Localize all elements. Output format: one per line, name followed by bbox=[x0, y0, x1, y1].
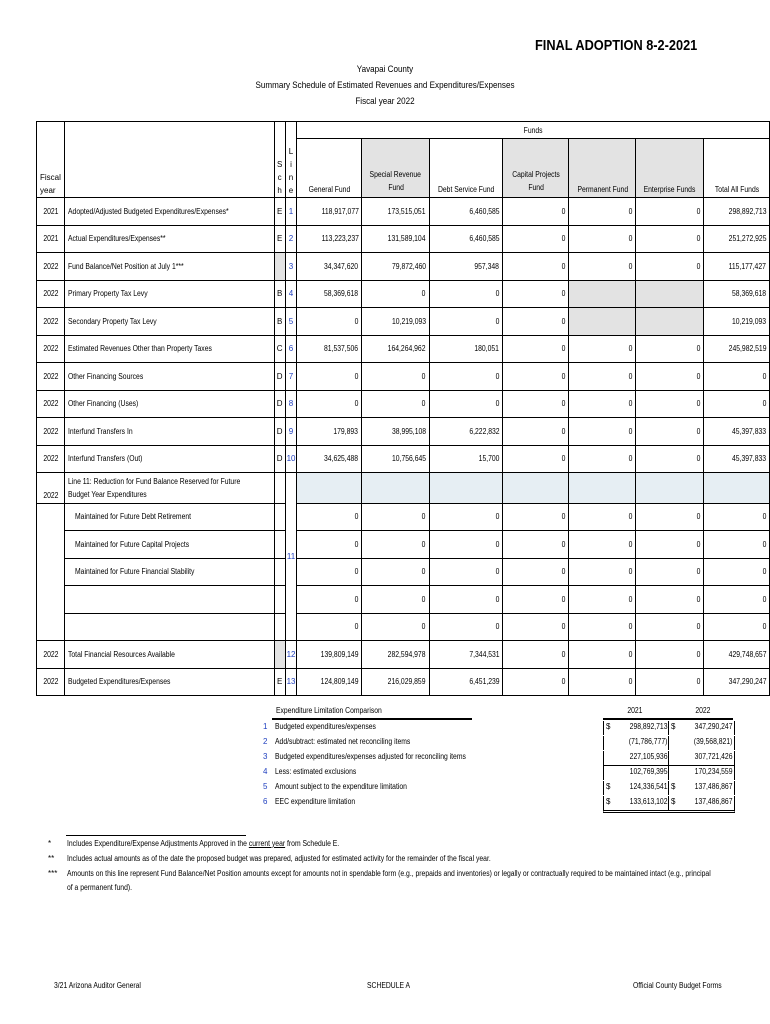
cell-total: 245,982,519 bbox=[704, 335, 770, 363]
eec-title: Expenditure Limitation Comparison bbox=[276, 706, 382, 715]
cell-permanent: 0 bbox=[569, 363, 636, 391]
row-line-number: 1 bbox=[285, 198, 297, 226]
cell-debt: 6,222,832 bbox=[429, 418, 502, 446]
cell-debt: 0 bbox=[429, 390, 502, 418]
row-line-number: 5 bbox=[285, 308, 297, 336]
row-description: Maintained for Future Financial Stability bbox=[64, 558, 274, 586]
row-year: 2022 bbox=[37, 445, 65, 473]
eec-amount-2022: 307,721,426 bbox=[694, 752, 732, 761]
row-description: Estimated Revenues Other than Property Taxes bbox=[64, 335, 274, 363]
cell-enterprise: 0 bbox=[636, 225, 704, 253]
footnote-mark: * bbox=[48, 839, 52, 848]
description-header bbox=[64, 122, 274, 198]
cell-permanent: 0 bbox=[569, 668, 636, 696]
eec-line-number: 5 bbox=[263, 782, 268, 791]
cell-general: 118,917,077 bbox=[297, 198, 362, 226]
cell-total: 0 bbox=[704, 503, 770, 531]
eec-row bbox=[258, 721, 738, 736]
cell-general: 0 bbox=[297, 503, 362, 531]
cell-total: 45,397,833 bbox=[704, 445, 770, 473]
row-year: 2021 bbox=[37, 225, 65, 253]
cell-enterprise bbox=[636, 280, 704, 308]
cell-enterprise: 0 bbox=[636, 363, 704, 391]
eec-dollar-2022: $ bbox=[671, 722, 676, 731]
eec-line-number: 1 bbox=[263, 722, 268, 731]
eec-amount-2021: 298,892,713 bbox=[629, 722, 667, 731]
cell-special: 79,872,460 bbox=[362, 253, 429, 281]
row-line-number: 7 bbox=[285, 363, 297, 391]
cell-debt: 6,460,585 bbox=[429, 225, 502, 253]
row-schedule: D bbox=[274, 390, 285, 418]
row-description: Adopted/Adjusted Budgeted Expenditures/Expenses* bbox=[64, 198, 274, 226]
row-schedule bbox=[274, 253, 285, 281]
eec-row bbox=[258, 751, 738, 766]
cell-permanent: 0 bbox=[569, 586, 636, 614]
row-description: Other Financing Sources bbox=[64, 363, 274, 391]
cell-general: 0 bbox=[297, 613, 362, 641]
eec-line-label: Budgeted expenditures/expenses bbox=[275, 722, 376, 731]
cell-debt: 0 bbox=[429, 503, 502, 531]
cell-total: 429,748,657 bbox=[704, 641, 770, 669]
cell-capital: 0 bbox=[503, 390, 569, 418]
eec-line-label: Budgeted expenditures/expenses adjusted for reconciling items bbox=[275, 752, 466, 761]
row-line-number: 8 bbox=[285, 390, 297, 418]
cell-permanent: 0 bbox=[569, 445, 636, 473]
eec-line-number: 6 bbox=[263, 797, 268, 806]
cell-enterprise: 0 bbox=[636, 531, 704, 559]
schedule-row-13 bbox=[37, 668, 770, 696]
schedule-row-5 bbox=[37, 308, 770, 336]
eec-divider bbox=[668, 721, 669, 735]
sch-header: S c h bbox=[274, 122, 285, 198]
line11-sub-row bbox=[37, 586, 770, 614]
cell-total: 251,272,925 bbox=[704, 225, 770, 253]
eec-amount-2022: 137,486,867 bbox=[694, 797, 732, 806]
row-schedule: E bbox=[274, 668, 285, 696]
cell-general: 179,893 bbox=[297, 418, 362, 446]
cell-special: 164,264,962 bbox=[362, 335, 429, 363]
cell-capital: 0 bbox=[503, 503, 569, 531]
schedule-row-8 bbox=[37, 390, 770, 418]
row-year: 2022 bbox=[37, 308, 65, 336]
row-schedule: B bbox=[274, 308, 285, 336]
cell-special: 10,219,093 bbox=[362, 308, 429, 336]
cell-enterprise: 0 bbox=[636, 198, 704, 226]
cell-total: 0 bbox=[704, 531, 770, 559]
eec-dollar-2021: $ bbox=[606, 797, 611, 806]
row-year bbox=[37, 558, 65, 586]
row-schedule bbox=[274, 503, 285, 531]
cell-capital: 0 bbox=[503, 558, 569, 586]
cell-general: 0 bbox=[297, 363, 362, 391]
cell-general: 0 bbox=[297, 390, 362, 418]
row-description: Budgeted Expenditures/Expenses bbox=[64, 668, 274, 696]
cell-permanent: 0 bbox=[569, 198, 636, 226]
cell-total: 347,290,247 bbox=[704, 668, 770, 696]
cell-enterprise bbox=[636, 308, 704, 336]
eec-row bbox=[258, 796, 738, 811]
row-description: Primary Property Tax Levy bbox=[64, 280, 274, 308]
cell-debt: 0 bbox=[429, 613, 502, 641]
cell-enterprise bbox=[636, 473, 704, 504]
cell-special: 0 bbox=[362, 363, 429, 391]
eec-row bbox=[258, 766, 738, 781]
eec-amount-2022: (39,568,821) bbox=[693, 737, 732, 746]
eec-line-label: EEC expenditure limitation bbox=[275, 797, 356, 806]
eec-line-number: 4 bbox=[263, 767, 268, 776]
row-schedule: D bbox=[274, 445, 285, 473]
row-description: Fund Balance/Net Position at July 1*** bbox=[64, 253, 274, 281]
eec-amount-2022: 170,234,559 bbox=[694, 767, 732, 776]
cell-special: 0 bbox=[362, 280, 429, 308]
cell-permanent bbox=[569, 280, 636, 308]
line11-sub-row bbox=[37, 503, 770, 531]
eec-divider bbox=[668, 751, 669, 765]
eec-line-label: Amount subject to the expenditure limitation bbox=[275, 782, 407, 791]
cell-capital: 0 bbox=[503, 531, 569, 559]
cell-general: 81,537,506 bbox=[297, 335, 362, 363]
fiscal-year-header: Fiscal year bbox=[37, 122, 65, 198]
row-schedule bbox=[274, 641, 285, 669]
cell-total: 58,369,618 bbox=[704, 280, 770, 308]
cell-general: 113,223,237 bbox=[297, 225, 362, 253]
cell-debt: 6,460,585 bbox=[429, 198, 502, 226]
row-year: 2022 bbox=[37, 473, 65, 504]
col-header-total: Total All Funds bbox=[704, 139, 770, 198]
cell-permanent: 0 bbox=[569, 641, 636, 669]
cell-enterprise: 0 bbox=[636, 641, 704, 669]
col-header-special: Special Revenue Fund bbox=[362, 139, 429, 198]
row-year: 2022 bbox=[37, 418, 65, 446]
cell-debt: 957,348 bbox=[429, 253, 502, 281]
row-description bbox=[64, 586, 274, 614]
cell-permanent: 0 bbox=[569, 225, 636, 253]
schedule-row-6 bbox=[37, 335, 770, 363]
cell-capital: 0 bbox=[503, 280, 569, 308]
row-schedule: D bbox=[274, 418, 285, 446]
row-line-number: 3 bbox=[285, 253, 297, 281]
cell-capital: 0 bbox=[503, 613, 569, 641]
eec-amount-2021: 124,336,541 bbox=[629, 782, 667, 791]
cell-capital: 0 bbox=[503, 253, 569, 281]
cell-capital: 0 bbox=[503, 586, 569, 614]
schedule-title: Summary Schedule of Estimated Revenues and Expenditures/Expenses bbox=[255, 80, 515, 91]
cell-special: 0 bbox=[362, 390, 429, 418]
cell-debt: 0 bbox=[429, 558, 502, 586]
cell-debt: 0 bbox=[429, 586, 502, 614]
row-description: Actual Expenditures/Expenses** bbox=[64, 225, 274, 253]
col-header-permanent: Permanent Fund bbox=[569, 139, 636, 198]
eec-year-2021: 2021 bbox=[627, 706, 643, 715]
row-description: Maintained for Future Capital Projects bbox=[64, 531, 274, 559]
cell-debt bbox=[429, 473, 502, 504]
row-schedule bbox=[274, 613, 285, 641]
schedule-row-2 bbox=[37, 225, 770, 253]
cell-capital bbox=[503, 473, 569, 504]
cell-general: 34,625,488 bbox=[297, 445, 362, 473]
eec-line-label: Add/subtract: estimated net reconciling items bbox=[275, 737, 411, 746]
cell-total: 0 bbox=[704, 613, 770, 641]
cell-special: 0 bbox=[362, 586, 429, 614]
cell-debt: 0 bbox=[429, 363, 502, 391]
row-year: 2021 bbox=[37, 198, 65, 226]
cell-capital: 0 bbox=[503, 668, 569, 696]
row-description: Total Financial Resources Available bbox=[64, 641, 274, 669]
row-schedule: B bbox=[274, 280, 285, 308]
cell-special: 173,515,051 bbox=[362, 198, 429, 226]
eec-amount-2022: 137,486,867 bbox=[694, 782, 732, 791]
eec-row bbox=[258, 736, 738, 751]
col-header-enterprise: Enterprise Funds bbox=[636, 139, 704, 198]
cell-special bbox=[362, 473, 429, 504]
cell-permanent bbox=[569, 308, 636, 336]
cell-debt: 7,344,531 bbox=[429, 641, 502, 669]
cell-special: 38,995,108 bbox=[362, 418, 429, 446]
eec-year-2022: 2022 bbox=[695, 706, 711, 715]
row-year: 2022 bbox=[37, 641, 65, 669]
cell-enterprise: 0 bbox=[636, 558, 704, 586]
row-description: Interfund Transfers (Out) bbox=[64, 445, 274, 473]
cell-special: 0 bbox=[362, 503, 429, 531]
funds-header: Funds bbox=[297, 122, 770, 139]
row-description: Other Financing (Uses) bbox=[64, 390, 274, 418]
cell-total: 298,892,713 bbox=[704, 198, 770, 226]
eec-amount-2021: 227,105,936 bbox=[629, 752, 667, 761]
row-year: 2022 bbox=[37, 280, 65, 308]
row-schedule bbox=[274, 531, 285, 559]
cell-special: 0 bbox=[362, 531, 429, 559]
cell-general: 0 bbox=[297, 558, 362, 586]
row-schedule: C bbox=[274, 335, 285, 363]
cell-enterprise: 0 bbox=[636, 503, 704, 531]
col-header-capital: Capital Projects Fund bbox=[503, 139, 569, 198]
eec-value-box bbox=[603, 751, 735, 766]
eec-line-label: Less: estimated exclusions bbox=[275, 767, 357, 776]
row-description: Line 11: Reduction for Fund Balance Reserved for Future Budget Year Expenditures bbox=[64, 473, 274, 504]
cell-special: 10,756,645 bbox=[362, 445, 429, 473]
footer-right: Official County Budget Forms bbox=[633, 981, 722, 990]
cell-capital: 0 bbox=[503, 225, 569, 253]
cell-total: 0 bbox=[704, 363, 770, 391]
eec-dollar-2021: $ bbox=[606, 722, 611, 731]
line11-sub-row bbox=[37, 558, 770, 586]
footnote-mark: ** bbox=[48, 854, 55, 863]
cell-special: 0 bbox=[362, 613, 429, 641]
cell-permanent: 0 bbox=[569, 418, 636, 446]
fiscal-year-title: Fiscal year 2022 bbox=[355, 96, 415, 107]
cell-permanent: 0 bbox=[569, 253, 636, 281]
cell-enterprise: 0 bbox=[636, 586, 704, 614]
cell-general: 34,347,620 bbox=[297, 253, 362, 281]
cell-general: 0 bbox=[297, 531, 362, 559]
cell-enterprise: 0 bbox=[636, 253, 704, 281]
row-year bbox=[37, 503, 65, 531]
schedule-row-10 bbox=[37, 445, 770, 473]
row-year: 2022 bbox=[37, 390, 65, 418]
cell-enterprise: 0 bbox=[636, 390, 704, 418]
schedule-row-12 bbox=[37, 641, 770, 669]
cell-special: 282,594,978 bbox=[362, 641, 429, 669]
row-description bbox=[64, 613, 274, 641]
eec-row bbox=[258, 781, 738, 796]
eec-value-box bbox=[603, 796, 735, 813]
row-schedule: E bbox=[274, 225, 285, 253]
cell-debt: 0 bbox=[429, 280, 502, 308]
cell-permanent bbox=[569, 473, 636, 504]
eec-title-rule bbox=[272, 718, 472, 720]
cell-permanent: 0 bbox=[569, 558, 636, 586]
county-name: Yavapai County bbox=[356, 64, 414, 75]
footnote-rule bbox=[66, 835, 246, 836]
cell-general: 139,809,149 bbox=[297, 641, 362, 669]
row-year bbox=[37, 613, 65, 641]
row-description: Maintained for Future Debt Retirement bbox=[64, 503, 274, 531]
footer-center: SCHEDULE A bbox=[367, 981, 411, 990]
cell-general: 0 bbox=[297, 586, 362, 614]
schedule-row-4 bbox=[37, 280, 770, 308]
cell-permanent: 0 bbox=[569, 503, 636, 531]
row-description: Interfund Transfers In bbox=[64, 418, 274, 446]
header-row-funds bbox=[37, 122, 770, 139]
cell-permanent: 0 bbox=[569, 531, 636, 559]
cell-capital: 0 bbox=[503, 308, 569, 336]
row-line-number: 6 bbox=[285, 335, 297, 363]
row-line-number: 2 bbox=[285, 225, 297, 253]
eec-dollar-2021: $ bbox=[606, 782, 611, 791]
eec-value-box bbox=[603, 721, 735, 735]
row-line-number: 13 bbox=[285, 668, 297, 696]
cell-special: 131,589,104 bbox=[362, 225, 429, 253]
row-year bbox=[37, 586, 65, 614]
eec-line-number: 2 bbox=[263, 737, 268, 746]
cell-special: 216,029,859 bbox=[362, 668, 429, 696]
row-year: 2022 bbox=[37, 668, 65, 696]
line11-sub-row bbox=[37, 531, 770, 559]
cell-capital: 0 bbox=[503, 418, 569, 446]
schedule-row-3 bbox=[37, 253, 770, 281]
eec-line-number: 3 bbox=[263, 752, 268, 761]
eec-value-box bbox=[603, 766, 735, 780]
row-year bbox=[37, 531, 65, 559]
cell-enterprise: 0 bbox=[636, 613, 704, 641]
row-year: 2022 bbox=[37, 253, 65, 281]
eec-dollar-2022: $ bbox=[671, 797, 676, 806]
footnote-text: Includes Expenditure/Expense Adjustments Approved in the current year from Schedule E. bbox=[67, 839, 340, 848]
summary-schedule-table bbox=[36, 121, 770, 696]
cell-total bbox=[704, 473, 770, 504]
eec-dollar-2022: $ bbox=[671, 782, 676, 791]
col-header-general: General Fund bbox=[297, 139, 362, 198]
cell-capital: 0 bbox=[503, 641, 569, 669]
cell-permanent: 0 bbox=[569, 390, 636, 418]
cell-total: 0 bbox=[704, 390, 770, 418]
row-line-number: 10 bbox=[285, 445, 297, 473]
cell-special: 0 bbox=[362, 558, 429, 586]
line-header: L i n e bbox=[285, 122, 297, 198]
cell-capital: 0 bbox=[503, 198, 569, 226]
row-line-number: 4 bbox=[285, 280, 297, 308]
eec-divider bbox=[668, 796, 669, 810]
footnote-text: Includes actual amounts as of the date the proposed budget was prepared, adjusted for estimated activity for the remainder of the fiscal year. bbox=[67, 854, 491, 863]
cell-enterprise: 0 bbox=[636, 668, 704, 696]
footnote-text-cont: of a permanent fund). bbox=[67, 883, 133, 892]
cell-permanent: 0 bbox=[569, 335, 636, 363]
cell-debt: 0 bbox=[429, 531, 502, 559]
eec-value-box bbox=[603, 781, 735, 795]
cell-general bbox=[297, 473, 362, 504]
schedule-row-9 bbox=[37, 418, 770, 446]
cell-debt: 15,700 bbox=[429, 445, 502, 473]
cell-total: 0 bbox=[704, 586, 770, 614]
eec-divider bbox=[668, 781, 669, 795]
eec-divider bbox=[668, 766, 669, 780]
footnote-mark: *** bbox=[48, 869, 58, 878]
cell-capital: 0 bbox=[503, 445, 569, 473]
schedule-row-7 bbox=[37, 363, 770, 391]
row-line-number: 12 bbox=[285, 641, 297, 669]
cell-general: 0 bbox=[297, 308, 362, 336]
row-schedule bbox=[274, 586, 285, 614]
row-year: 2022 bbox=[37, 335, 65, 363]
cell-general: 124,809,149 bbox=[297, 668, 362, 696]
row-schedule: E bbox=[274, 198, 285, 226]
cell-debt: 6,451,239 bbox=[429, 668, 502, 696]
cell-total: 0 bbox=[704, 558, 770, 586]
eec-year-rule bbox=[603, 718, 733, 720]
cell-enterprise: 0 bbox=[636, 445, 704, 473]
eec-amount-2021: 102,769,395 bbox=[629, 767, 667, 776]
eec-amount-2022: 347,290,247 bbox=[694, 722, 732, 731]
cell-total: 10,219,093 bbox=[704, 308, 770, 336]
row-schedule: D bbox=[274, 363, 285, 391]
eec-amount-2021: 133,613,102 bbox=[629, 797, 667, 806]
footer-left: 3/21 Arizona Auditor General bbox=[54, 981, 141, 990]
row-line-number: 11 bbox=[285, 473, 297, 641]
cell-permanent: 0 bbox=[569, 613, 636, 641]
schedule-row-11-header bbox=[37, 473, 770, 504]
cell-enterprise: 0 bbox=[636, 335, 704, 363]
row-description: Secondary Property Tax Levy bbox=[64, 308, 274, 336]
cell-total: 115,177,427 bbox=[704, 253, 770, 281]
eec-amount-2021: (71,786,777) bbox=[628, 737, 667, 746]
row-schedule bbox=[274, 558, 285, 586]
cell-enterprise: 0 bbox=[636, 418, 704, 446]
eec-value-box bbox=[603, 736, 735, 750]
col-header-debt: Debt Service Fund bbox=[429, 139, 502, 198]
cell-capital: 0 bbox=[503, 363, 569, 391]
eec-divider bbox=[668, 736, 669, 750]
row-line-number: 9 bbox=[285, 418, 297, 446]
footnote-text: Amounts on this line represent Fund Balance/Net Position amounts except for amounts not in spendable form (e.g., prepaids and inventories) or legally or contractually required to be maintained intact (e.g., principal bbox=[67, 869, 711, 878]
cell-general: 58,369,618 bbox=[297, 280, 362, 308]
row-year: 2022 bbox=[37, 363, 65, 391]
final-adoption-stamp: FINAL ADOPTION 8-2-2021 bbox=[535, 37, 698, 54]
cell-debt: 180,051 bbox=[429, 335, 502, 363]
cell-total: 45,397,833 bbox=[704, 418, 770, 446]
cell-debt: 0 bbox=[429, 308, 502, 336]
cell-capital: 0 bbox=[503, 335, 569, 363]
line11-sub-row bbox=[37, 613, 770, 641]
schedule-row-1 bbox=[37, 198, 770, 226]
row-schedule bbox=[274, 473, 285, 504]
